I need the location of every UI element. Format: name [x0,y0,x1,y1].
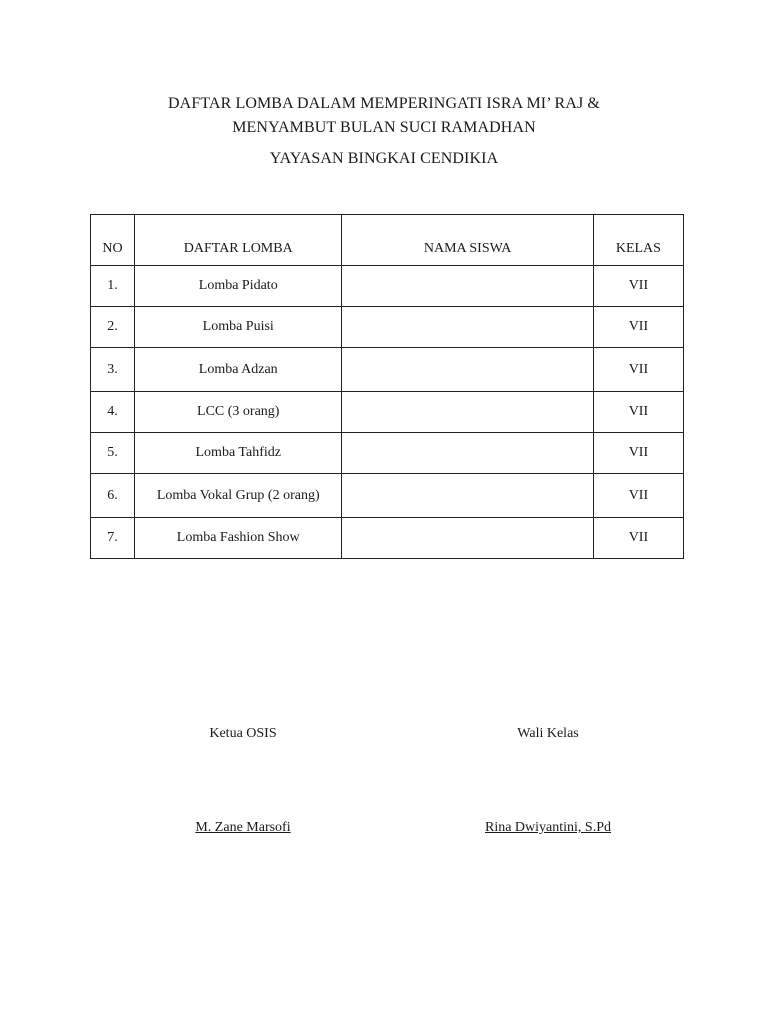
cell-no: 3. [91,348,135,392]
cell-kelas: VII [593,348,683,392]
organization-name: YAYASAN BINGKAI CENDIKIA [269,150,499,167]
signature-name-wali-kelas: Rina Dwiyantini, S.Pd [484,820,611,835]
competition-table [90,214,684,559]
cell-kelas: VII [593,433,683,474]
cell-nama-siswa [342,266,593,307]
table-row [91,433,684,474]
document-title-line-2: MENYAMBUT BULAN SUCI RAMADHAN [232,119,536,136]
cell-lomba: LCC (3 orang) [135,392,342,433]
column-header-daftar-lomba: DAFTAR LOMBA [135,215,342,266]
signature-title-ketua-osis: Ketua OSIS [209,726,277,741]
cell-no: 7. [91,518,135,559]
cell-lomba: Lomba Adzan [135,348,342,392]
cell-kelas: VII [593,266,683,307]
table-row [91,518,684,559]
cell-nama-siswa [342,392,593,433]
cell-kelas: VII [593,474,683,518]
cell-nama-siswa [342,433,593,474]
table-row [91,474,684,518]
cell-no: 6. [91,474,135,518]
signature-name-ketua-osis: M. Zane Marsofi [195,820,291,835]
cell-lomba: Lomba Pidato [135,266,342,307]
cell-lomba: Lomba Tahfidz [135,433,342,474]
column-header-kelas: KELAS [593,215,683,266]
table-row [91,392,684,433]
column-header-nama-siswa: NAMA SISWA [342,215,593,266]
cell-kelas: VII [593,392,683,433]
cell-no: 1. [91,266,135,307]
cell-nama-siswa [342,474,593,518]
table-row [91,266,684,307]
cell-nama-siswa [342,307,593,348]
cell-lomba: Lomba Puisi [135,307,342,348]
document-title-line-1: DAFTAR LOMBA DALAM MEMPERINGATI ISRA MI’ RAJ & [168,95,600,112]
table-row [91,307,684,348]
column-header-no: NO [91,215,135,266]
cell-no: 2. [91,307,135,348]
signature-title-wali-kelas: Wali Kelas [517,726,579,741]
cell-kelas: VII [593,518,683,559]
cell-lomba: Lomba Vokal Grup (2 orang) [135,474,342,518]
cell-lomba: Lomba Fashion Show [135,518,342,559]
cell-no: 4. [91,392,135,433]
cell-nama-siswa [342,518,593,559]
table-row [91,348,684,392]
cell-kelas: VII [593,307,683,348]
table-header-row [91,215,684,266]
cell-nama-siswa [342,348,593,392]
cell-no: 5. [91,433,135,474]
